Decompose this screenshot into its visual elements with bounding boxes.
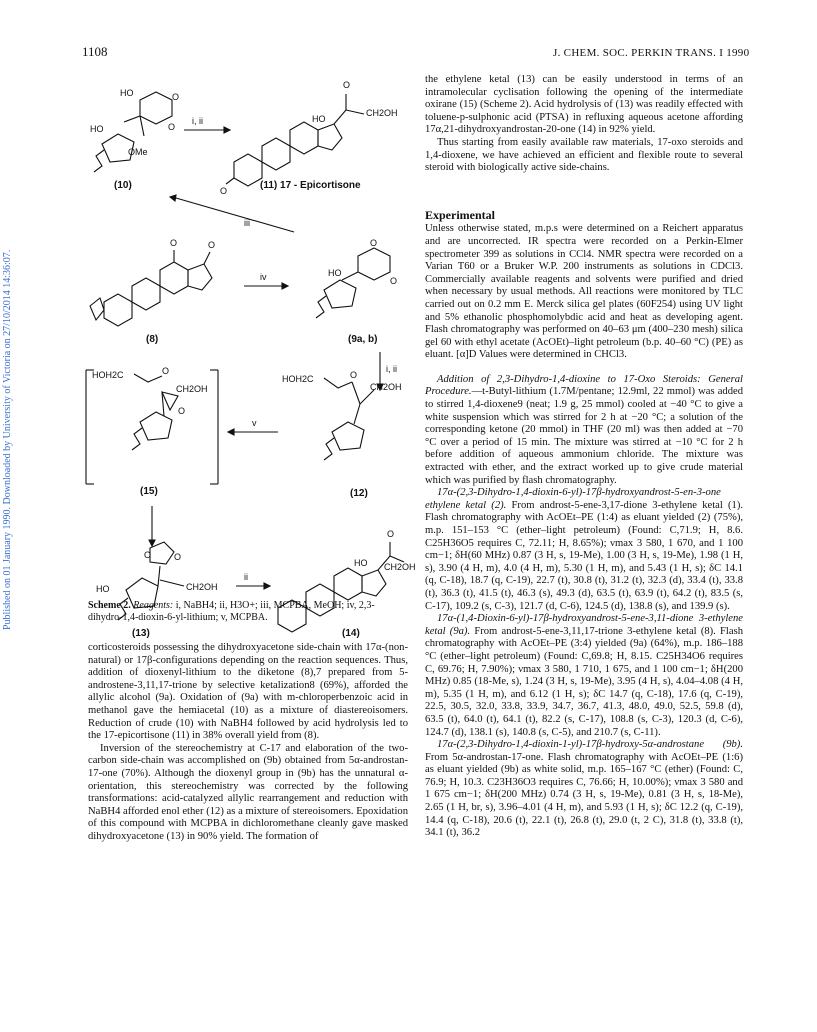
experimental-heading: Experimental <box>425 207 495 222</box>
paragraph <box>425 613 743 739</box>
paragraph <box>425 374 743 487</box>
paragraph: the ethylene ketal (13) can be easily understood in terms of an intramolecular cyclisation following the opening of the intermediate oxirane (15) (Scheme 2). Acid hydrolysis of (13) was readily effected with toluene-p-sulphonic acid (PTSA) in refluxing aqueous acetone affording 17α,21-dihydroxyandrostan-20-one (14) in 92% yield. <box>425 74 743 136</box>
compound-15-hoh2c: HOH2C <box>92 370 124 380</box>
compound-12-ch2oh: CH2OH <box>370 382 402 392</box>
compound-10-ome: OMe <box>128 147 148 157</box>
compound-8-structure <box>90 250 212 326</box>
label-8: (8) <box>146 334 159 345</box>
caption-reagents: Reagents: <box>133 600 174 611</box>
label-12: (12) <box>350 488 368 499</box>
compound-10-o2: O <box>168 122 176 132</box>
compound-9b-text: From 5α-androstan-17-one. Flash chromatography with AcOEt–PE (1:6) as eluant yielded (9b) as white solid, m.p. 165–167 °C (ether) (Found: C, 76.9; H, 10.3. C23H36O3 requires C, 76.66; H, 10.00%); νmax 3 580 and 1 675 cm−1; δH(200 MHz) 0.74 (3 H, s, 19-Me), 0.81 (3 H, s, 18-Me), 2.65 (1 H, br, s), 3.96–4.01 (4 H, m), and 5.93 (1 H, s); δC 12.2 (q, C-19), 14.4 (q, C-18), 20.6 (t), 22.1 (t), 26.8 (t), 29.0 (t, 2 C), 31.8 (t), 33.8 (t), 34.1 (t), 36.2 <box>425 751 743 839</box>
paragraph <box>425 739 743 840</box>
compound-10-ho: HO <box>90 124 104 134</box>
left-column <box>88 642 408 844</box>
arrow-label-ii: ii <box>244 572 248 582</box>
download-notice-text: Published on 01 January 1990. Downloaded by University of Victoria on 27/10/2014 14:36:07. <box>2 249 13 630</box>
compound-9a-text: From androst-5-ene-3,11,17-trione 3-ethylene ketal (8). Flash chromatography with AcOEt–PE (3:4) yielded (9a) (64%), m.p. 186–188 °C (ether–light petroleum) (Found: C,69.8; H, 8.15. C25H34O6 requires C, 69.76; H, 7.90%); νmax 3 580, 1 710, 1 675, and 1 100 cm−1; δH(200 MHz) 0.85 (18-Me, s), 1.24 (3 H, s, 19-Me), 3.95 (4 H, s), 4.04–4.08 (4 H, m), 5.35 (1 H, m), and 6.12 (1 H, s); δC 14.7 (q, C-18), 17.6 (q, C-19), 22.5, 30.5, 32.0, 33.8, 33.9, 34.7, 36.7, 41.3, 48.0, 49.0, 52.5, 59.8 (d), 63.5 (t), 64.0 (t), 64.1 (t), 82.2 (s, C-17), 108.8 (s, C-3), 120.3 (d, C-6), 124.7 (d), 138.1 (s), 140.8 (s, C-5), and 210.7 (s, C-11). <box>425 625 743 738</box>
compound-13-o2: O <box>174 552 182 562</box>
scheme-caption <box>88 600 408 624</box>
label-15: (15) <box>140 486 158 497</box>
compound-2-text: From androst-5-ene-3,17-dione 3-ethylene ketal (1). Flash chromatography with AcOEt–PE (1:4) as eluant yielded (2) (75%), m.p. 151–153 °C (ether–light petroleum) (Found: C,71.9; H, 8.6. C25H36O5 requires C, 72.11; H, 8.65%); νmax 3 580, 1 670, and 1 100 cm−1; δH(60 MHz) 0.87 (3 H, s, 19-Me), 1.00 (3 H, s, 19-Me), 1.98 (1 H, s), 3.90 (4 H, m), 4.0 (4 H, m), 5.30 (1 H, m), and 5.43 (1 H, s); δC 14.1 (q, C-18), 18.7 (q, C-19), 22.7 (t), 30.8 (t), 31.2 (t), 32.3 (d), 33.4 (t), 33.8 (t), 36.3 (t), 41.5 (t), 46.3 (s), 49.3 (d), 63.5 (t), 63.9 (t), 64.2 (t), 83.5 (s, C-17), 109.2 (s, C-3), 121.7 (d, C-6), 124.5 (d), 138.8 (s), and 139.9 (s). <box>425 499 743 612</box>
label-9ab: (9a, b) <box>348 334 378 345</box>
label-13: (13) <box>132 628 150 639</box>
paragraph: Inversion of the stereochemistry at C-17 and elaboration of the two-carbon side-chain was accomplished on (9b) obtained from 5α-androstan-17-one (70%). Although the dioxenyl group in (9b) has the unnatural α-orientation, this stereochemistry was corrected by the following transformations: acid-catalyzed allylic rearrangement and reduction with NaBH4 afforded enol ether (12) as a mixture of stereoisomers. Epoxidation of this compound with MCPBA in dichloromethane cleanly gave masked dihydroxyacetone (13) in 90% yield. The formation of <box>88 742 408 842</box>
label-14: (14) <box>342 628 360 639</box>
compound-12-structure <box>324 378 374 460</box>
compound-10-o1: O <box>172 92 180 102</box>
arrow-label-iv: iv <box>260 272 267 282</box>
compound-13-ch2oh: CH2OH <box>186 582 218 592</box>
compound-2-title: 17α-(2,3-Dihydro-1,4-dioxin-6-yl)-17β-hydroxyandrost-5-en-3-one ethylene ketal (2). <box>425 487 721 511</box>
compound-11-o-ketone: O <box>220 186 228 196</box>
compound-10-ho-top: HO <box>120 88 134 98</box>
compound-8-o-17: O <box>208 240 216 250</box>
compound-12-o: O <box>350 370 358 380</box>
compound-15-o-epox: O <box>178 406 186 416</box>
download-notice[interactable] <box>2 160 16 640</box>
compound-9a-title: 17α-(1,4-Dioxin-6-yl)-17β-hydroxyandrost-5-ene-3,11-dione 3-ethylene ketal (9a). <box>425 613 743 637</box>
procedure-text: —t-Butyl-lithium (1.7M/pentane; 12.9ml, 22 mmol) was added to stirred 1,4-dioxene9 (neat; 1.9 g, 25 mmol) cooled at −40 °C to give a white suspension which was stirred for 2 h at −20 °C; a solution of the corresponding ketone (20 mmol) in THF (20 ml) was then added at −70 °C over a period of 15 min. The mixture was stirred at −10 °C for 2 h before addition of aqueous ammonium chloride. The mixture was extracted with ether, and the extract worked up to give crude material which was purified by flash chromatography. <box>425 386 743 486</box>
compound-12-hoh2c: HOH2C <box>282 374 314 384</box>
arrow-label-i-ii-down: i, ii <box>386 364 397 374</box>
procedure-title: Addition of 2,3-Dihydro-1,4-dioxine to 17-Oxo Steroids: General Procedure. <box>425 373 743 398</box>
compound-13-ho: HO <box>96 584 110 594</box>
compound-15-o-ether: O <box>162 366 170 376</box>
paragraph <box>425 487 743 613</box>
reaction-scheme <box>84 70 416 639</box>
compound-9ab-ho: HO <box>328 268 342 278</box>
compound-9ab-structure <box>316 248 390 318</box>
page-number: 1108 <box>82 44 108 59</box>
running-header: J. CHEM. SOC. PERKIN TRANS. I 1990 <box>553 47 750 59</box>
compound-11-ch2oh: CH2OH <box>366 108 398 118</box>
compound-14-ho: HO <box>354 558 368 568</box>
compound-11-o-top: O <box>343 80 351 90</box>
compound-14-o: O <box>387 529 395 539</box>
caption-text: i, NaBH4; ii, H3O+; iii, MCPBA, MeOH; iv, 2,3-dihydro-1,4-dioxin-6-yl-lithium; v, MCPBA. <box>88 600 375 623</box>
label-11: (11) 17 - Epicortisone <box>260 180 361 191</box>
compound-15-ch2oh: CH2OH <box>176 384 208 394</box>
compound-9ab-o1: O <box>370 238 378 248</box>
caption-label: Scheme 2. <box>88 600 131 611</box>
compound-13-o1: O <box>144 550 152 560</box>
paragraph: Thus starting from easily available raw materials, 17-oxo steroids and 1,4-dioxene, we have achieved an efficient and flexible route to several steroid with biologically active side-chains. <box>425 136 743 174</box>
right-column <box>425 74 743 840</box>
paragraph: corticosteroids possessing the dihydroxyacetone side-chain with 17α-(non-natural) or 17β-configurations depending on the reaction sequences. Thus, addition of dioxenyl-lithium to the diketone (8),7 prepared from 5-androstene-3,11,17-trione by selective ketalization8 (69%), afforded the allylic alcohol (9a). Oxidation of (9a) with m-chloroperbenzoic acid in methanol gave the hemiacetal (10) as a mixture of diastereoisomers. Reduction of crude (10) with NaBH4 followed by acid hydrolysis led to the 17-epicortisone (11) in 38% overall yield from (8). <box>88 642 408 742</box>
compound-15-structure <box>132 374 178 450</box>
compound-14-ch2oh: CH2OH <box>384 562 416 572</box>
compound-9ab-o2: O <box>390 276 398 286</box>
label-10: (10) <box>114 180 132 191</box>
compound-8-o-11: O <box>170 238 178 248</box>
arrow-label-i-ii-top: i, ii <box>192 116 203 126</box>
compound-11-structure <box>226 94 364 186</box>
arrow-label-v: v <box>252 418 257 428</box>
compound-11-ho: HO <box>312 114 326 124</box>
arrow-label-iii: iii <box>244 218 250 228</box>
compound-9b-title: 17α-(2,3-Dihydro-1,4-dioxin-1-yl)-17β-hydroxy-5α-androstane (9b). <box>437 739 743 751</box>
paragraph: Unless otherwise stated, m.p.s were determined on a Reichert apparatus and are uncorrected. IR spectra were recorded on a Perkin-Elmer spectrometer 399 as solutions in CCl4. NMR spectra were recorded on a Varian T60 or a Bruker W.P. 200 instruments as solutions in CDCl3. Commercially available reagents and solvents were purified and dried when necessary by usual methods. All reactions were monitored by TLC carried out on 0.2 mm E. Merck silica gel plates (60F254) using UV light and 5% ethanolic phosphomolybdic acid and heat as developing agent. Flash chromatography was performed on 40–63 μm (400–230 mesh) silica gel 60 with ethyl acetate (AcOEt)–light petroleum (b.p. 40–60 °C) (PE) as eluant. [α]D Values were determined in CHCl3. <box>425 223 743 361</box>
compound-10-structure <box>94 92 172 172</box>
